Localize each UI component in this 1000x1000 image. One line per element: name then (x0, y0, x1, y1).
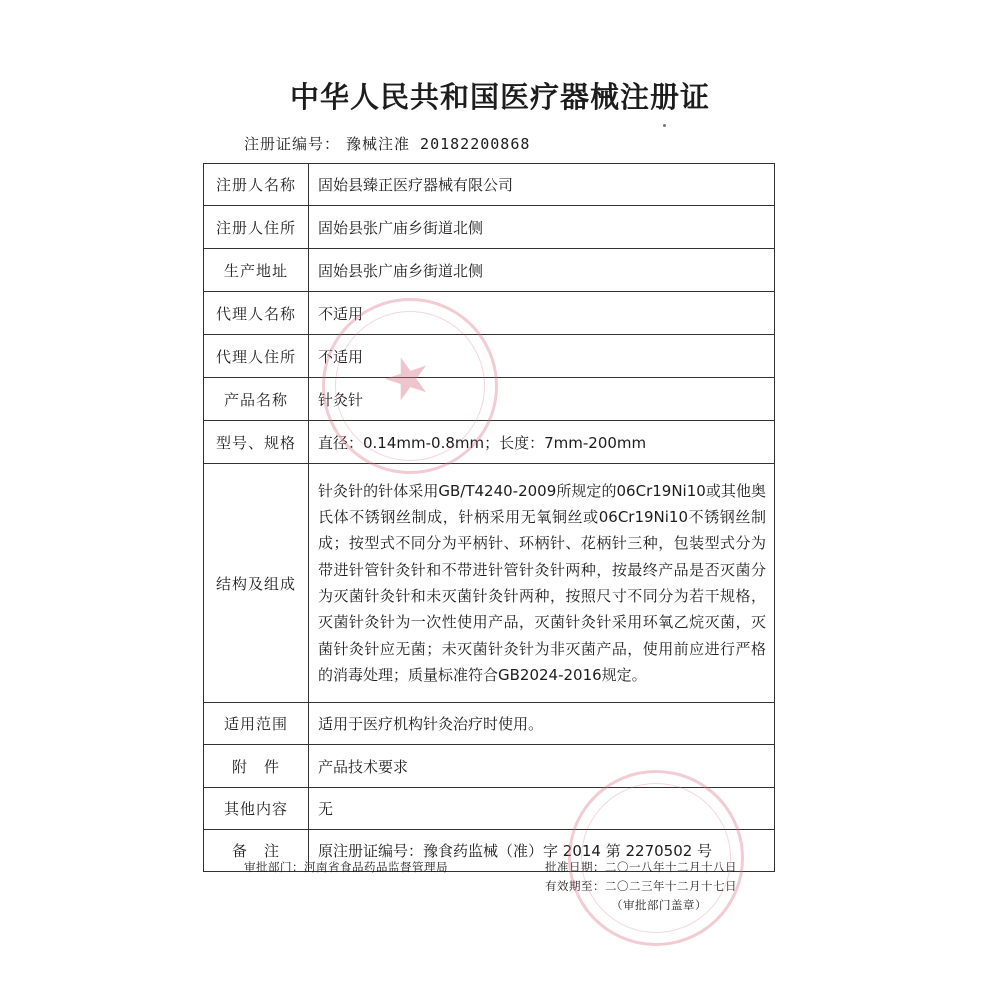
approval-date (545, 859, 737, 875)
valid-until-label: 有效期至： (545, 879, 605, 893)
valid-until (545, 878, 737, 894)
agent-name-value: 不适用 (309, 292, 775, 335)
certificate-number-label: 注册证编号： (244, 135, 341, 153)
approval-authority (244, 859, 448, 875)
scan-speck (663, 124, 666, 127)
product-name-value: 针灸针 (309, 378, 775, 421)
registrant-name-value: 固始县臻正医疗器械有限公司 (309, 164, 775, 206)
registrant-address-value: 固始县张广庙乡街道北侧 (309, 206, 775, 249)
production-address-value: 固始县张广庙乡街道北侧 (309, 249, 775, 292)
other-content-label: 其他内容 (204, 788, 309, 830)
registrant-address-label: 注册人住所 (204, 206, 309, 249)
seal-note: （审批部门盖章） (611, 898, 707, 912)
remarks-label: 备 注 (204, 830, 309, 872)
table-row (204, 292, 775, 335)
approval-authority-label: 审批部门： (244, 860, 304, 874)
attachment-value: 产品技术要求 (309, 745, 775, 788)
certificate-number-value: 豫械注准 20182200868 (346, 135, 531, 153)
table-row (204, 378, 775, 421)
registrant-name-label: 注册人名称 (204, 164, 309, 206)
product-name-label: 产品名称 (204, 378, 309, 421)
scope-value: 适用于医疗机构针灸治疗时使用。 (309, 703, 775, 745)
approval-date-label: 批准日期： (545, 860, 605, 874)
table-row (204, 788, 775, 830)
scope-label: 适用范围 (204, 703, 309, 745)
table-row (204, 703, 775, 745)
table-row (204, 206, 775, 249)
valid-until-value: 二〇二三年十二月十七日 (605, 879, 737, 893)
approval-date-value: 二〇一八年十二月十八日 (605, 860, 737, 874)
structure-value: 针灸针的针体采用GB/T4240-2009所规定的06Cr19Ni10或其他奥氏体不锈钢丝制成，针柄采用无氧铜丝或06Cr19Ni10不锈钢丝制成；按型式不同分为平柄针、环柄针、花柄针三种，包装型式分为带进针管针灸针和不带进针管针灸针两种，按最终产品是否灭菌分为灭菌针灸针和未灭菌针灸针两种，按照尺寸不同分为若干规格，灭菌针灸针为一次性使用产品，灭菌针灸针采用环氧乙烷灭菌，灭菌针灸针应无菌；未灭菌针灸针为非灭菌产品，使用前应进行严格的消毒处理；质量标准符合GB2024-2016规定。 (309, 464, 775, 703)
agent-name-label: 代理人名称 (204, 292, 309, 335)
approval-authority-value: 河南省食品药品监督管理局 (304, 860, 448, 874)
remarks-value: 原注册证编号：豫食药监械（准）字 2014 第 2270502 号 (309, 830, 775, 872)
star-icon: ★ (373, 339, 442, 417)
agent-address-value: 不适用 (309, 335, 775, 378)
registration-table (203, 163, 775, 872)
model-spec-value: 直径：0.14mm-0.8mm；长度：7mm-200mm (309, 421, 775, 464)
model-spec-label: 型号、规格 (204, 421, 309, 464)
attachment-label: 附 件 (204, 745, 309, 788)
production-address-label: 生产地址 (204, 249, 309, 292)
other-content-value: 无 (309, 788, 775, 830)
table-row (204, 164, 775, 206)
table-row (204, 745, 775, 788)
page-title: 中华人民共和国医疗器械注册证 (289, 80, 710, 114)
structure-label: 结构及组成 (204, 464, 309, 703)
agent-address-label: 代理人住所 (204, 335, 309, 378)
table-row (204, 421, 775, 464)
table-row (204, 464, 775, 703)
table-row (204, 249, 775, 292)
certificate-number (244, 133, 530, 154)
table-row (204, 335, 775, 378)
